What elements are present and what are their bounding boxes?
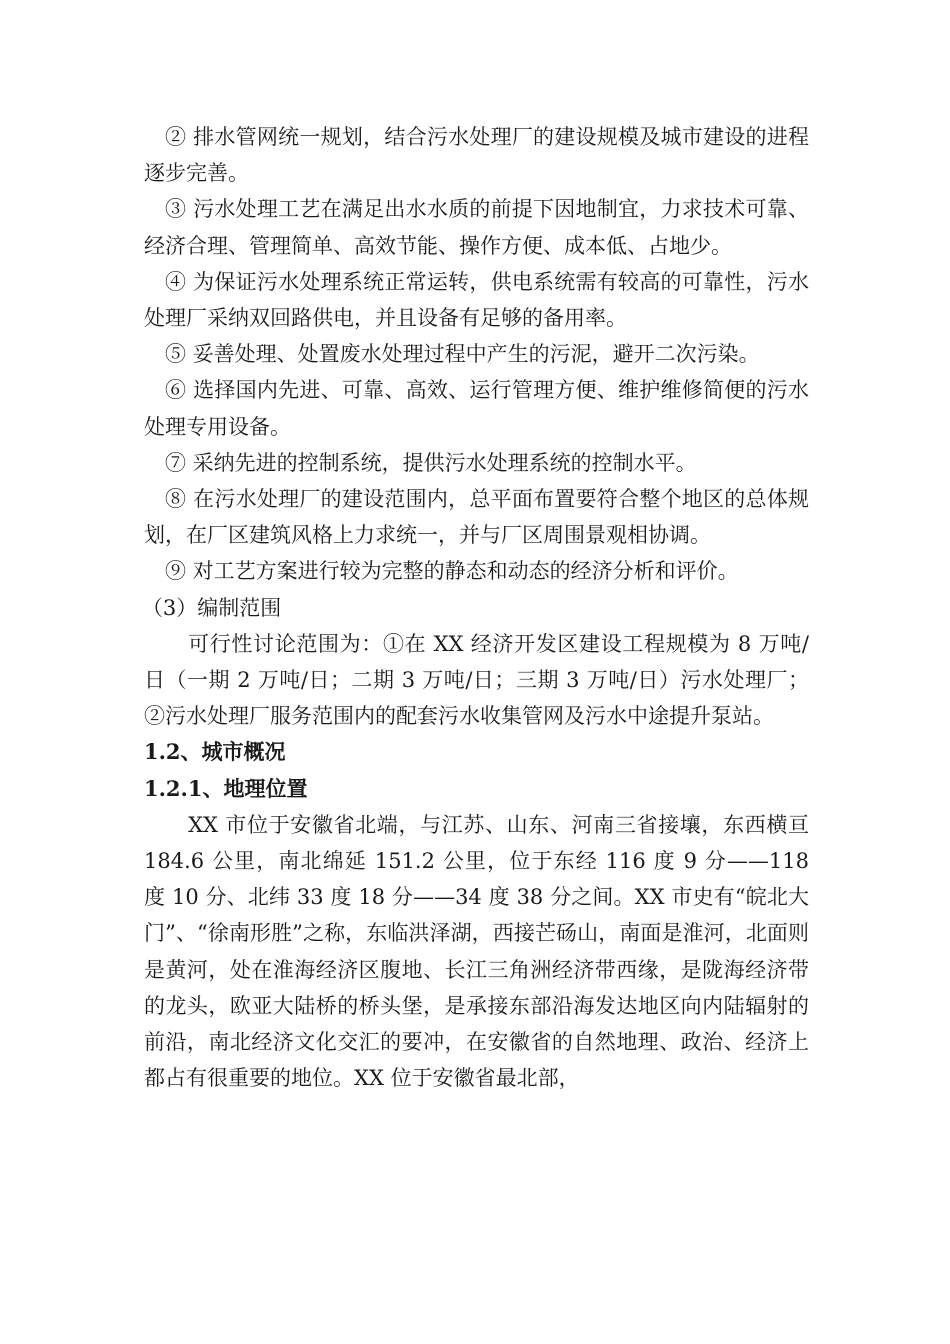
principle-item-6: ⑥ 选择国内先进、可靠、高效、运行管理方便、维护维修简便的污水处理专用设备。 [144, 378, 809, 439]
subsection-heading: 1.2.1、地理位置 [144, 775, 308, 801]
principle-item-2: ② 排水管网统一规划，结合污水处理厂的建设规模及城市建设的进程逐步完善。 [144, 125, 809, 186]
scope-paragraph: 可行性讨论范围为：①在 XX 经济开发区建设工程规模为 8 万吨/日（一期 2 万吨/日；二期 3 万吨/日；三期 3 万吨/日）污水处理厂；②污水处理厂服务范围内的配套污水收集管网及污水中途提升泵站。 [144, 631, 809, 729]
principle-item-9: ⑨ 对工艺方案进行较为完整的静态和动态的经济分析和评价。 [165, 559, 739, 584]
principle-item-3: ③ 污水处理工艺在满足出水水质的前提下因地制宜，力求技术可靠、经济合理、管理简单、高效节能、操作方便、成本低、占地少。 [144, 197, 809, 258]
principle-item-8: ⑧ 在污水处理厂的建设范围内，总平面布置要符合整个地区的总体规划，在厂区建筑风格上力求统一，并与厂区周围景观相协调。 [144, 487, 809, 548]
scope-heading: （3）编制范围 [141, 595, 282, 620]
principle-item-4: ④ 为保证污水处理系统正常运转，供电系统需有较高的可靠性，污水处理厂采纳双回路供电，并且设备有足够的备用率。 [144, 269, 809, 331]
principle-item-7: ⑦ 采纳先进的控制系统，提供污水处理系统的控制水平。 [165, 450, 697, 475]
document-body [141, 119, 809, 1096]
location-paragraph: XX 市位于安徽省北端，与江苏、山东、河南三省接壤，东西横亘 184.6 公里，南北绵延 151.2 公里，位于东经 116 度 9 分——118 度 10 分、北纬 33 度 18 分——34 度 38 分之间。XX 市史有“皖北大门”、“徐南形胜”之称，东临洪泽湖，西接芒砀山，南面是淮河，北面则是黄河，处在淮海经济区腹地、长江三角洲经济带西缘，是陇海经济带的龙头，欧亚大陆桥的桥头堡，是承接东部沿海发达地区向内陆辐射的前沿，南北经济文化交汇的要冲，在安徽省的自然地理、政治、经济上都占有很重要的地位。XX 位于安徽省最北部， [144, 812, 809, 1091]
principle-item-5: ⑤ 妥善处理、处置废水处理过程中产生的污泥，避开二次污染。 [165, 342, 760, 367]
section-heading: 1.2、城市概况 [144, 739, 286, 765]
